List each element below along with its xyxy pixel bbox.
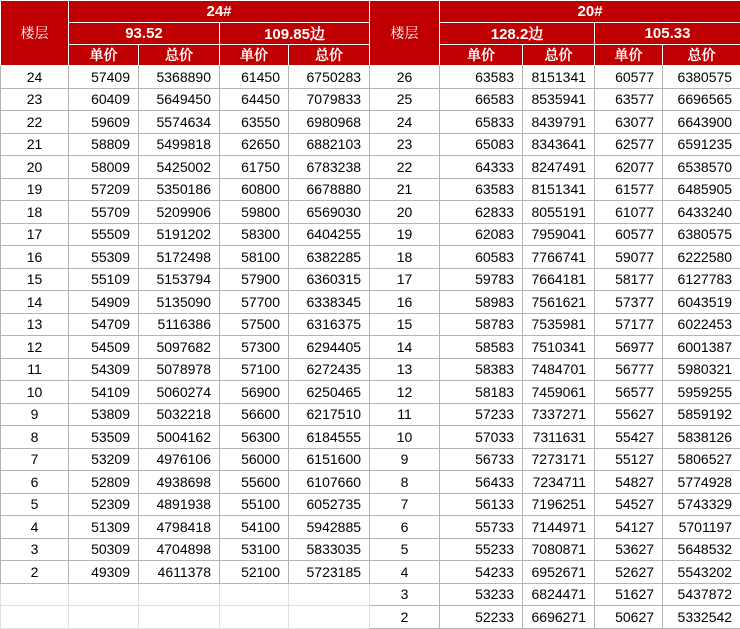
- left-floor-cell: 18: [1, 201, 69, 224]
- right-price-cell: 8439791: [523, 111, 595, 134]
- right-price-cell: 56133: [440, 493, 523, 516]
- left-price-cell: 51309: [69, 516, 139, 539]
- right-price-cell: 56977: [595, 336, 663, 359]
- right-price-cell: 53233: [440, 583, 523, 606]
- left-price-cell: 52100: [220, 561, 289, 584]
- left-empty-cell: [289, 583, 370, 606]
- left-price-cell: 55100: [220, 493, 289, 516]
- right-price-cell: 58183: [440, 381, 523, 404]
- right-price-cell: 5648532: [663, 538, 740, 561]
- left-price-cell: 6360315: [289, 268, 370, 291]
- table-row: [1, 358, 740, 381]
- left-price-cell: 4976106: [139, 448, 220, 471]
- left-price-cell: 4938698: [139, 471, 220, 494]
- right-price-cell: 8343641: [523, 133, 595, 156]
- left-price-cell: 6980968: [289, 111, 370, 134]
- right-price-cell: 6043519: [663, 291, 740, 314]
- left-price-cell: 56900: [220, 381, 289, 404]
- table-row: [1, 538, 740, 561]
- left-price-cell: 5004162: [139, 426, 220, 449]
- right-price-cell: 7273171: [523, 448, 595, 471]
- right-floor-cell: 18: [370, 246, 440, 269]
- right-price-cell: 8247491: [523, 156, 595, 179]
- left-price-cell: 6184555: [289, 426, 370, 449]
- right-floor-cell: 23: [370, 133, 440, 156]
- left-price-cell: 6750283: [289, 66, 370, 89]
- left-floor-cell: 7: [1, 448, 69, 471]
- left-floor-cell: 19: [1, 178, 69, 201]
- right-price-cell: 55127: [595, 448, 663, 471]
- right-price-cell: 6001387: [663, 336, 740, 359]
- right-price-cell: 52627: [595, 561, 663, 584]
- right-price-cell: 54527: [595, 493, 663, 516]
- unit-type-header: 105.33: [595, 23, 740, 45]
- left-price-cell: 6404255: [289, 223, 370, 246]
- left-price-cell: 5425002: [139, 156, 220, 179]
- table-row: [1, 223, 740, 246]
- right-price-cell: 55427: [595, 426, 663, 449]
- unit-type-header: 109.85边: [220, 23, 370, 45]
- right-floor-cell: 4: [370, 561, 440, 584]
- right-floor-cell: 22: [370, 156, 440, 179]
- left-price-cell: 63550: [220, 111, 289, 134]
- total-price-header: 总价: [139, 45, 220, 66]
- right-price-cell: 61577: [595, 178, 663, 201]
- right-floor-cell: 7: [370, 493, 440, 516]
- left-price-cell: 57409: [69, 66, 139, 89]
- right-price-cell: 58383: [440, 358, 523, 381]
- floor-header-left: 楼层: [1, 1, 69, 66]
- right-price-cell: 57233: [440, 403, 523, 426]
- left-price-cell: 6783238: [289, 156, 370, 179]
- right-price-cell: 7959041: [523, 223, 595, 246]
- right-price-cell: 60577: [595, 66, 663, 89]
- right-price-cell: 53627: [595, 538, 663, 561]
- right-price-cell: 54827: [595, 471, 663, 494]
- left-price-cell: 6250465: [289, 381, 370, 404]
- right-price-cell: 60583: [440, 246, 523, 269]
- floor-header-right: 楼层: [370, 1, 440, 66]
- left-price-cell: 54109: [69, 381, 139, 404]
- left-price-cell: 56000: [220, 448, 289, 471]
- right-floor-cell: 24: [370, 111, 440, 134]
- unit-price-header: 单价: [440, 45, 523, 66]
- left-price-cell: 62650: [220, 133, 289, 156]
- left-floor-cell: 24: [1, 66, 69, 89]
- right-floor-cell: 5: [370, 538, 440, 561]
- left-price-cell: 57300: [220, 336, 289, 359]
- left-empty-cell: [69, 606, 139, 629]
- table-row: [1, 201, 740, 224]
- left-floor-cell: 4: [1, 516, 69, 539]
- building-header-left: 24#: [69, 1, 370, 23]
- left-price-cell: 5209906: [139, 201, 220, 224]
- left-empty-cell: [1, 583, 69, 606]
- right-floor-cell: 21: [370, 178, 440, 201]
- left-price-cell: 57100: [220, 358, 289, 381]
- left-price-cell: 60800: [220, 178, 289, 201]
- left-price-cell: 55709: [69, 201, 139, 224]
- left-price-cell: 5153794: [139, 268, 220, 291]
- unit-type-header: 128.2边: [440, 23, 595, 45]
- left-price-cell: 57900: [220, 268, 289, 291]
- left-empty-cell: [220, 606, 289, 629]
- left-price-cell: 5172498: [139, 246, 220, 269]
- left-price-cell: 55600: [220, 471, 289, 494]
- right-floor-cell: 14: [370, 336, 440, 359]
- right-price-cell: 50627: [595, 606, 663, 629]
- table-row: [1, 471, 740, 494]
- table-row: [1, 448, 740, 471]
- right-price-cell: 8055191: [523, 201, 595, 224]
- left-price-cell: 54309: [69, 358, 139, 381]
- table-row: [1, 403, 740, 426]
- table-row: [1, 561, 740, 584]
- left-price-cell: 6316375: [289, 313, 370, 336]
- right-price-cell: 5701197: [663, 516, 740, 539]
- right-price-cell: 8151341: [523, 66, 595, 89]
- left-price-cell: 7079833: [289, 88, 370, 111]
- right-floor-cell: 9: [370, 448, 440, 471]
- right-price-cell: 7311631: [523, 426, 595, 449]
- right-price-cell: 6222580: [663, 246, 740, 269]
- right-price-cell: 6591235: [663, 133, 740, 156]
- right-price-cell: 6952671: [523, 561, 595, 584]
- total-price-header: 总价: [289, 45, 370, 66]
- left-price-cell: 5942885: [289, 516, 370, 539]
- right-price-cell: 55627: [595, 403, 663, 426]
- left-price-cell: 6272435: [289, 358, 370, 381]
- table-header: [1, 1, 740, 66]
- table-row: [1, 291, 740, 314]
- left-price-cell: 5135090: [139, 291, 220, 314]
- right-price-cell: 8151341: [523, 178, 595, 201]
- left-empty-cell: [139, 583, 220, 606]
- right-price-cell: 57377: [595, 291, 663, 314]
- table-row: [1, 583, 740, 606]
- left-price-cell: 6107660: [289, 471, 370, 494]
- left-floor-cell: 22: [1, 111, 69, 134]
- table-row: [1, 493, 740, 516]
- right-price-cell: 63577: [595, 88, 663, 111]
- right-price-cell: 5859192: [663, 403, 740, 426]
- left-floor-cell: 6: [1, 471, 69, 494]
- right-floor-cell: 16: [370, 291, 440, 314]
- left-price-cell: 6338345: [289, 291, 370, 314]
- table-row: [1, 313, 740, 336]
- right-price-cell: 62577: [595, 133, 663, 156]
- left-price-cell: 58100: [220, 246, 289, 269]
- right-floor-cell: 17: [370, 268, 440, 291]
- right-price-cell: 65083: [440, 133, 523, 156]
- right-floor-cell: 11: [370, 403, 440, 426]
- right-price-cell: 6485905: [663, 178, 740, 201]
- right-price-cell: 51627: [595, 583, 663, 606]
- left-price-cell: 6052735: [289, 493, 370, 516]
- unit-price-header: 单价: [220, 45, 289, 66]
- left-price-cell: 57700: [220, 291, 289, 314]
- unit-type-header: 93.52: [69, 23, 220, 45]
- right-price-cell: 7535981: [523, 313, 595, 336]
- right-price-cell: 6380575: [663, 223, 740, 246]
- left-floor-cell: 23: [1, 88, 69, 111]
- right-price-cell: 64333: [440, 156, 523, 179]
- left-floor-cell: 15: [1, 268, 69, 291]
- right-floor-cell: 6: [370, 516, 440, 539]
- right-price-cell: 66583: [440, 88, 523, 111]
- table-row: [1, 246, 740, 269]
- right-price-cell: 5437872: [663, 583, 740, 606]
- table-row: [1, 606, 740, 629]
- left-price-cell: 58300: [220, 223, 289, 246]
- left-price-cell: 5574634: [139, 111, 220, 134]
- right-price-cell: 58177: [595, 268, 663, 291]
- right-price-cell: 7337271: [523, 403, 595, 426]
- left-price-cell: 54709: [69, 313, 139, 336]
- left-price-cell: 6382285: [289, 246, 370, 269]
- right-price-cell: 5543202: [663, 561, 740, 584]
- left-price-cell: 5499818: [139, 133, 220, 156]
- table-body: [1, 66, 740, 629]
- left-price-cell: 53509: [69, 426, 139, 449]
- left-floor-cell: 5: [1, 493, 69, 516]
- right-price-cell: 8535941: [523, 88, 595, 111]
- table-row: [1, 426, 740, 449]
- left-price-cell: 55109: [69, 268, 139, 291]
- right-floor-cell: 2: [370, 606, 440, 629]
- right-price-cell: 6022453: [663, 313, 740, 336]
- left-floor-cell: 13: [1, 313, 69, 336]
- right-price-cell: 60577: [595, 223, 663, 246]
- right-price-cell: 56733: [440, 448, 523, 471]
- right-price-cell: 63077: [595, 111, 663, 134]
- left-price-cell: 55509: [69, 223, 139, 246]
- table-row: [1, 88, 740, 111]
- left-floor-cell: 20: [1, 156, 69, 179]
- right-floor-cell: 20: [370, 201, 440, 224]
- left-price-cell: 57209: [69, 178, 139, 201]
- left-price-cell: 5060274: [139, 381, 220, 404]
- left-floor-cell: 14: [1, 291, 69, 314]
- right-floor-cell: 13: [370, 358, 440, 381]
- left-floor-cell: 12: [1, 336, 69, 359]
- left-price-cell: 6569030: [289, 201, 370, 224]
- right-price-cell: 7080871: [523, 538, 595, 561]
- left-price-cell: 5116386: [139, 313, 220, 336]
- left-floor-cell: 10: [1, 381, 69, 404]
- right-price-cell: 7196251: [523, 493, 595, 516]
- right-price-cell: 5743329: [663, 493, 740, 516]
- right-price-cell: 5838126: [663, 426, 740, 449]
- right-price-cell: 7144971: [523, 516, 595, 539]
- left-price-cell: 61450: [220, 66, 289, 89]
- right-price-cell: 61077: [595, 201, 663, 224]
- right-floor-cell: 8: [370, 471, 440, 494]
- right-price-cell: 6824471: [523, 583, 595, 606]
- left-price-cell: 4891938: [139, 493, 220, 516]
- left-price-cell: 4704898: [139, 538, 220, 561]
- left-price-cell: 52309: [69, 493, 139, 516]
- right-price-cell: 56777: [595, 358, 663, 381]
- left-price-cell: 5191202: [139, 223, 220, 246]
- left-price-cell: 53809: [69, 403, 139, 426]
- right-price-cell: 58583: [440, 336, 523, 359]
- right-price-cell: 62083: [440, 223, 523, 246]
- table-row: [1, 336, 740, 359]
- right-price-cell: 5959255: [663, 381, 740, 404]
- right-price-cell: 7484701: [523, 358, 595, 381]
- right-price-cell: 7664181: [523, 268, 595, 291]
- left-price-cell: 61750: [220, 156, 289, 179]
- left-price-cell: 6678880: [289, 178, 370, 201]
- left-price-cell: 5078978: [139, 358, 220, 381]
- left-price-cell: 59800: [220, 201, 289, 224]
- right-floor-cell: 12: [370, 381, 440, 404]
- left-floor-cell: 2: [1, 561, 69, 584]
- left-empty-cell: [220, 583, 289, 606]
- total-price-header: 总价: [523, 45, 595, 66]
- right-price-cell: 57033: [440, 426, 523, 449]
- right-price-cell: 7459061: [523, 381, 595, 404]
- left-price-cell: 64450: [220, 88, 289, 111]
- left-price-cell: 4611378: [139, 561, 220, 584]
- right-price-cell: 57177: [595, 313, 663, 336]
- left-price-cell: 60409: [69, 88, 139, 111]
- left-price-cell: 6294405: [289, 336, 370, 359]
- left-floor-cell: 21: [1, 133, 69, 156]
- right-price-cell: 5806527: [663, 448, 740, 471]
- left-price-cell: 50309: [69, 538, 139, 561]
- right-price-cell: 6433240: [663, 201, 740, 224]
- left-floor-cell: 11: [1, 358, 69, 381]
- right-price-cell: 7234711: [523, 471, 595, 494]
- left-empty-cell: [1, 606, 69, 629]
- table-row: [1, 516, 740, 539]
- table-row: [1, 66, 740, 89]
- right-price-cell: 59783: [440, 268, 523, 291]
- left-price-cell: 5723185: [289, 561, 370, 584]
- right-price-cell: 6696271: [523, 606, 595, 629]
- right-price-cell: 62833: [440, 201, 523, 224]
- right-floor-cell: 15: [370, 313, 440, 336]
- left-empty-cell: [69, 583, 139, 606]
- right-price-cell: 56433: [440, 471, 523, 494]
- right-price-cell: 6538570: [663, 156, 740, 179]
- right-price-cell: 7766741: [523, 246, 595, 269]
- right-price-cell: 54127: [595, 516, 663, 539]
- left-price-cell: 5833035: [289, 538, 370, 561]
- right-floor-cell: 3: [370, 583, 440, 606]
- right-floor-cell: 19: [370, 223, 440, 246]
- right-price-cell: 55233: [440, 538, 523, 561]
- left-price-cell: 5649450: [139, 88, 220, 111]
- right-price-cell: 65833: [440, 111, 523, 134]
- left-price-cell: 54509: [69, 336, 139, 359]
- left-price-cell: 5097682: [139, 336, 220, 359]
- right-price-cell: 7561621: [523, 291, 595, 314]
- right-floor-cell: 25: [370, 88, 440, 111]
- left-price-cell: 58009: [69, 156, 139, 179]
- table-row: [1, 156, 740, 179]
- right-price-cell: 6380575: [663, 66, 740, 89]
- left-price-cell: 5032218: [139, 403, 220, 426]
- table-row: [1, 133, 740, 156]
- left-floor-cell: 8: [1, 426, 69, 449]
- left-price-cell: 54909: [69, 291, 139, 314]
- right-price-cell: 63583: [440, 66, 523, 89]
- left-floor-cell: 9: [1, 403, 69, 426]
- table-row: [1, 111, 740, 134]
- right-price-cell: 5774928: [663, 471, 740, 494]
- total-price-header: 总价: [663, 45, 740, 66]
- left-price-cell: 5350186: [139, 178, 220, 201]
- left-empty-cell: [139, 606, 220, 629]
- right-price-cell: 58783: [440, 313, 523, 336]
- right-price-cell: 55733: [440, 516, 523, 539]
- table-row: [1, 178, 740, 201]
- right-price-cell: 6643900: [663, 111, 740, 134]
- table-row: [1, 381, 740, 404]
- left-price-cell: 6217510: [289, 403, 370, 426]
- left-price-cell: 56600: [220, 403, 289, 426]
- left-floor-cell: 16: [1, 246, 69, 269]
- right-price-cell: 5980321: [663, 358, 740, 381]
- right-price-cell: 54233: [440, 561, 523, 584]
- right-floor-cell: 26: [370, 66, 440, 89]
- right-price-cell: 5332542: [663, 606, 740, 629]
- left-empty-cell: [289, 606, 370, 629]
- left-floor-cell: 17: [1, 223, 69, 246]
- right-price-cell: 6127783: [663, 268, 740, 291]
- left-price-cell: 6151600: [289, 448, 370, 471]
- left-price-cell: 57500: [220, 313, 289, 336]
- right-price-cell: 58983: [440, 291, 523, 314]
- left-price-cell: 4798418: [139, 516, 220, 539]
- left-price-cell: 5368890: [139, 66, 220, 89]
- left-price-cell: 53100: [220, 538, 289, 561]
- building-header-right: 20#: [440, 1, 740, 23]
- left-price-cell: 56300: [220, 426, 289, 449]
- right-price-cell: 7510341: [523, 336, 595, 359]
- table-row: [1, 268, 740, 291]
- left-price-cell: 59609: [69, 111, 139, 134]
- left-price-cell: 54100: [220, 516, 289, 539]
- right-floor-cell: 10: [370, 426, 440, 449]
- left-floor-cell: 3: [1, 538, 69, 561]
- right-price-cell: 62077: [595, 156, 663, 179]
- left-price-cell: 58809: [69, 133, 139, 156]
- left-price-cell: 53209: [69, 448, 139, 471]
- unit-price-header: 单价: [69, 45, 139, 66]
- left-price-cell: 52809: [69, 471, 139, 494]
- right-price-cell: 52233: [440, 606, 523, 629]
- right-price-cell: 56577: [595, 381, 663, 404]
- left-price-cell: 6882103: [289, 133, 370, 156]
- right-price-cell: 6696565: [663, 88, 740, 111]
- right-price-cell: 63583: [440, 178, 523, 201]
- left-price-cell: 49309: [69, 561, 139, 584]
- left-price-cell: 55309: [69, 246, 139, 269]
- right-price-cell: 59077: [595, 246, 663, 269]
- unit-price-header: 单价: [595, 45, 663, 66]
